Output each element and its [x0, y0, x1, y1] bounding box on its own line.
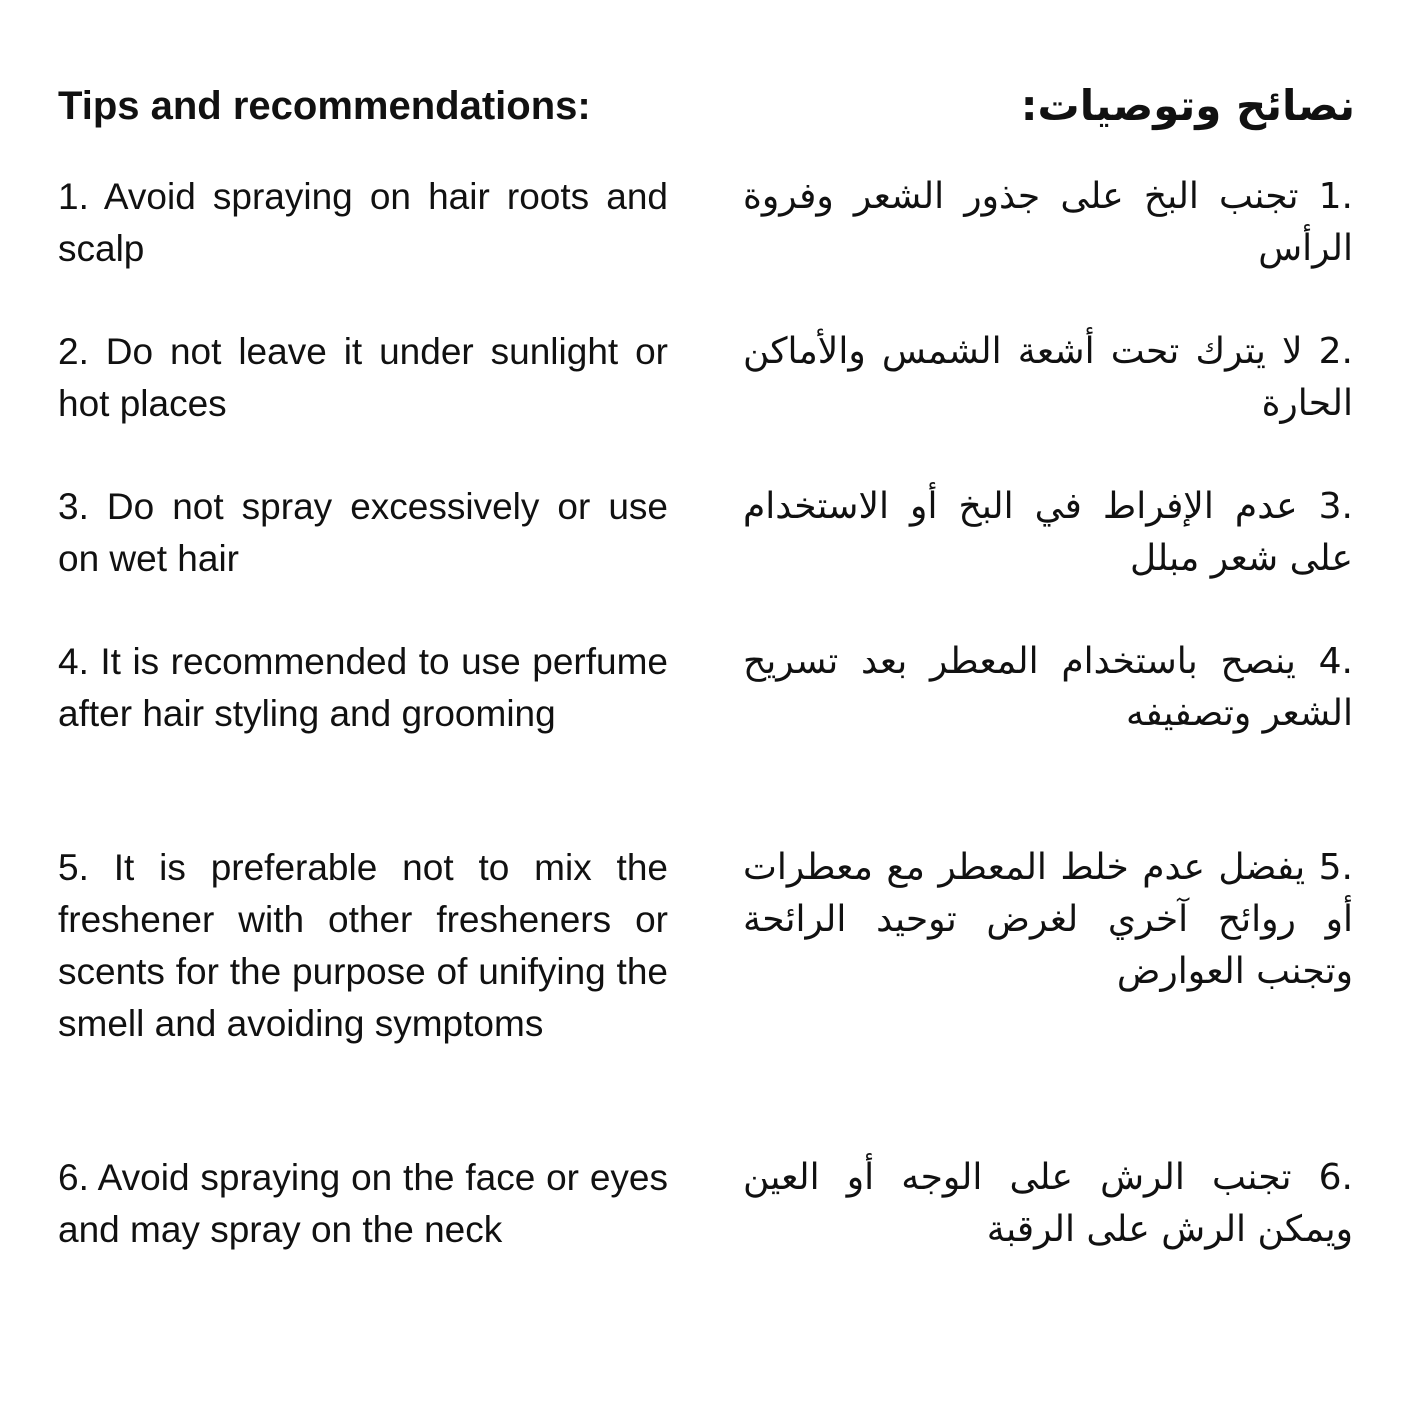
english-tip-4: 4. It is recommended to use perfume after hair styling and grooming [58, 641, 668, 734]
arabic-tip-2: .2 لا يترك تحت أشعة الشمس والأماكن الحارة [743, 331, 1353, 424]
arabic-title: نصائح وتوصيات: [1020, 81, 1355, 130]
english-tip-1: 1. Avoid spraying on hair roots and scalp [58, 176, 668, 269]
english-tip-5: 5. It is preferable not to mix the freshener with other fresheners or scents for the purpose of unifying the smell and avoiding symptoms [58, 847, 668, 1044]
arabic-tip-5: .5 يفضل عدم خلط المعطر مع معطرات أو روائح آخري لغرض توحيد الرائحة وتجنب العوارض [743, 847, 1353, 992]
arabic-tip-3: .3 عدم الإفراط في البخ أو الاستخدام على شعر مبلل [743, 486, 1353, 579]
arabic-tip-4: .4 ينصح باستخدام المعطر بعد تسريح الشعر وتصفيفه [743, 641, 1353, 734]
arabic-tip-1: .1 تجنب البخ على جذور الشعر وفروة الرأس [743, 176, 1353, 269]
arabic-tip-6: .6 تجنب الرش على الوجه أو العين ويمكن الرش على الرقبة [743, 1157, 1353, 1250]
english-tip-2: 2. Do not leave it under sunlight or hot places [58, 331, 668, 424]
english-tip-3: 3. Do not spray excessively or use on wet hair [58, 486, 668, 579]
english-title: Tips and recommendations: [58, 84, 591, 128]
english-tip-6: 6. Avoid spraying on the face or eyes and may spray on the neck [58, 1157, 668, 1250]
